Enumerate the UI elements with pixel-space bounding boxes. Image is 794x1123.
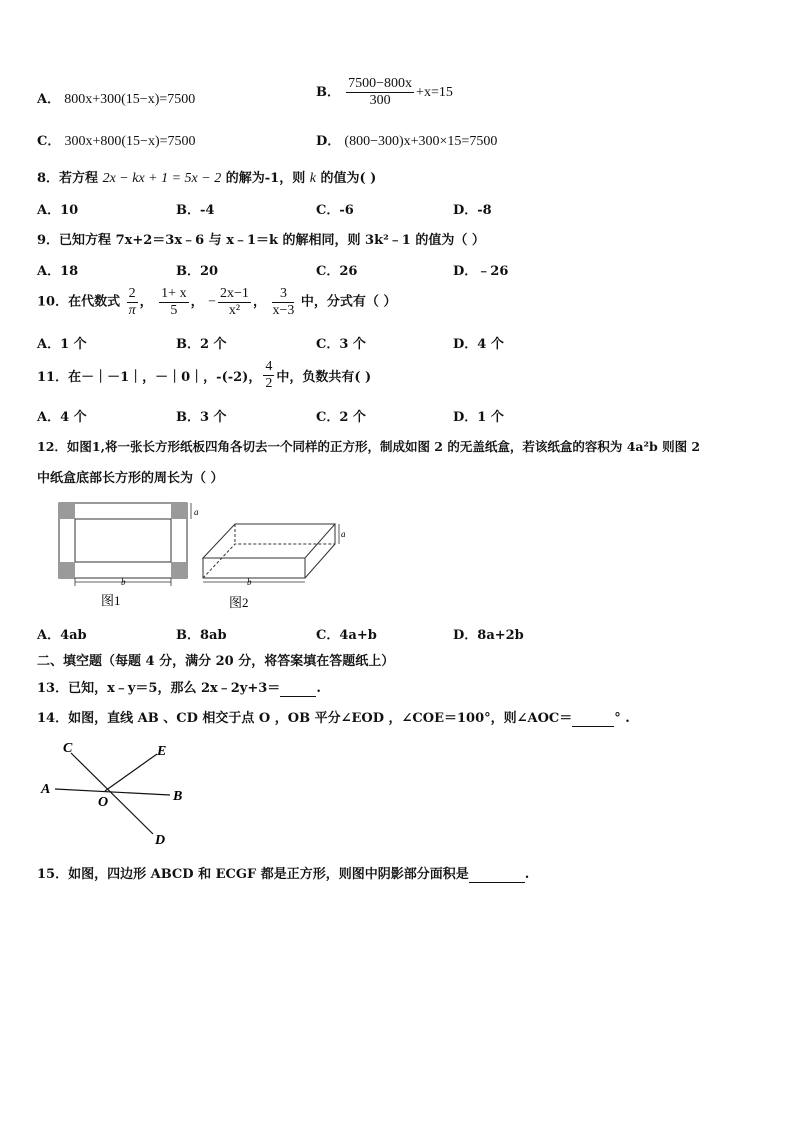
q8-tail: 的值为( ) (320, 171, 377, 186)
q8-prefix: 8．若方程 (37, 171, 99, 186)
q7-option-c (37, 130, 196, 150)
point-o-label: O (98, 795, 109, 810)
question-14 (37, 707, 630, 727)
q10-option-b: B．2 个 (176, 337, 227, 352)
q15-end: . (524, 867, 530, 882)
q13-answer-blank (280, 681, 316, 697)
q7-option-c-expr: 300x+800(15−x)=7500 (64, 134, 196, 149)
q10-fraction-3-sign: − (208, 294, 217, 310)
question-11 (37, 359, 371, 392)
question-15 (37, 863, 529, 883)
q7-option-b-denominator: 300 (369, 93, 391, 108)
q7-option-c-label: C． (37, 134, 61, 149)
q9-option-b: B．20 (176, 264, 219, 279)
q10-fraction-4-den: x−3 (272, 303, 295, 318)
point-e-label: E (157, 744, 167, 759)
q12-figure-1 (55, 498, 205, 613)
corner-square-top-left (59, 503, 75, 519)
q7-option-d-label: D． (316, 134, 341, 149)
q10-option-d: D．4 个 (453, 337, 504, 352)
q10-fraction-1-num: 2 (128, 286, 136, 301)
question-8 (37, 167, 376, 187)
q10-fraction-1-den: π (128, 303, 136, 318)
q7-option-a (37, 88, 195, 108)
q11-fraction-den: 2 (265, 376, 273, 391)
q10-fraction-2 (159, 286, 188, 319)
q10-option-c: C．3 个 (316, 337, 366, 352)
q11-post: 中，负数共有( ) (276, 370, 372, 385)
point-d-label: D (155, 833, 166, 848)
question-12-line-2: 中纸盒底部长方形的周长为（ ） (37, 471, 224, 486)
q7-option-b-tail: +x=15 (416, 85, 453, 100)
q10-option-a: A．1 个 (37, 337, 87, 352)
q10-fraction-4 (272, 286, 294, 319)
q14-text: 14．如图，直线 AB 、CD 相交于点 O ，OB 平分∠EOD ，∠COE＝100°，则∠AOC＝ (37, 711, 573, 726)
corner-square-bottom-left (59, 562, 75, 578)
q8-option-a: A．10 (37, 203, 79, 218)
q8-equation: 2x − kx + 1 = 5x − 2 (102, 171, 222, 186)
ray-oe (105, 754, 157, 791)
q14-answer-blank (572, 711, 614, 727)
q10-fraction-2-den: 5 (170, 303, 178, 318)
q11-prefix: 11．在－｜－1｜，－｜0｜，-(-2)， (37, 370, 262, 385)
q11-option-c: C．2 个 (316, 410, 366, 425)
q7-option-d (316, 130, 497, 150)
q10-fraction-1 (127, 286, 138, 319)
fig1-label-b: b (121, 577, 126, 587)
corner-square-bottom-right (171, 562, 187, 578)
fig2-caption: 图2 (229, 595, 249, 610)
q8-option-d: D．-8 (453, 203, 492, 218)
q14-figure (35, 736, 195, 848)
question-12-line-1: 12．如图1,将一张长方形纸板四角各切去一个同样的正方形，制成如图 2 的无盖纸盒，若该纸盒的容积为 4a²b 则图 2 (37, 439, 701, 454)
q7-option-a-label: A． (37, 92, 61, 107)
corner-square-top-right (171, 503, 187, 519)
point-a-label: A (41, 782, 51, 797)
q12-option-c: C．4a+b (316, 628, 377, 643)
q10-fraction-3-num: 2x−1 (220, 286, 249, 301)
q9-option-c: C．26 (316, 264, 358, 279)
q10-fraction-4-num: 3 (272, 286, 294, 303)
question-13 (37, 677, 321, 697)
q11-option-a: A．4 个 (37, 410, 87, 425)
q7-option-b-numerator: 7500−800x (348, 76, 413, 91)
q8-post: 的解为-1，则 (225, 171, 306, 186)
q11-fraction-num: 4 (265, 359, 273, 374)
q7-option-b (316, 76, 453, 109)
point-c-label: C (63, 741, 73, 756)
q8-option-c: C．-6 (316, 203, 354, 218)
q7-option-b-label: B． (316, 85, 340, 100)
fig2-label-a: a (341, 529, 346, 539)
q12-figure-2 (195, 510, 355, 615)
q15-answer-blank (469, 867, 525, 883)
q15-text: 15．如图，四边形 ABCD 和 ECGF 都是正方形，则图中阴影部分面积是 (37, 867, 469, 882)
q11-option-b: B．3 个 (176, 410, 227, 425)
q7-option-a-expr: 800x+300(15−x)=7500 (64, 92, 196, 107)
fig1-label-a: a (194, 507, 199, 517)
q9-option-a: A．18 (37, 264, 79, 279)
q13-end: . (316, 681, 321, 696)
q8-variable-k: k (309, 171, 316, 186)
q10-post: 中，分式有（ ） (300, 294, 397, 310)
q12-option-d: D．8a+2b (453, 628, 524, 643)
q10-fraction-3 (218, 286, 251, 319)
q7-option-b-fraction (346, 76, 414, 109)
q7-option-d-expr: (800−300)x+300×15=7500 (344, 134, 498, 149)
point-b-label: B (173, 789, 183, 804)
q10-fraction-2-num: 1+ x (161, 286, 187, 301)
q14-end: ° . (614, 711, 630, 726)
q11-option-d: D．1 个 (453, 410, 504, 425)
q12-option-a: A．4ab (37, 628, 87, 643)
q10-fraction-3-den: x² (228, 303, 241, 318)
q13-text: 13．已知，x﹣y＝5，那么 2x﹣2y+3＝ (37, 681, 281, 696)
section-2-heading: 二、填空题（每题 4 分，满分 20 分，将答案填在答题纸上） (37, 654, 395, 669)
fig2-label-b: b (247, 577, 252, 587)
q9-option-d: D．﹣26 (453, 264, 509, 279)
question-10: 10．在代数式 $\frac{2}{\pi}$ ， $\frac{1+ x}{5}$ ， − $\frac{2x-1}{\text{x²}}$ ， $\frac{3}{x-3}$ 中，分式有（ ） (37, 286, 397, 318)
q8-option-b: B．-4 (176, 203, 215, 218)
fig1-caption: 图1 (101, 593, 121, 608)
q12-option-b: B．8ab (176, 628, 227, 643)
q10-prefix: 10．在代数式 (37, 294, 121, 310)
q11-fraction (263, 359, 274, 392)
question-9: 9．已知方程 7x+2＝3x﹣6 与 x﹣1＝k 的解相同，则 3k²﹣1 的值为（ ） (37, 233, 485, 248)
